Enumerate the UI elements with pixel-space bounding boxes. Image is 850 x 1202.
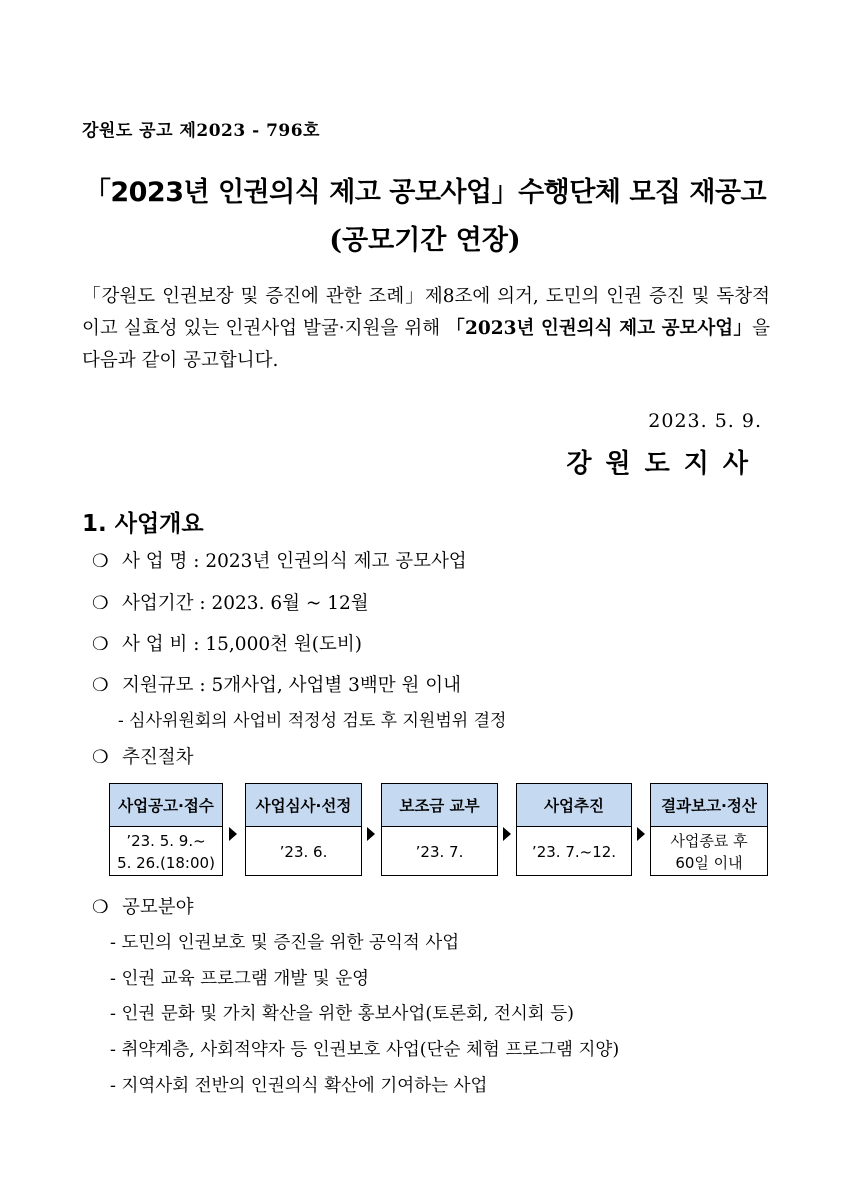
item-label: 지원규모 [122, 675, 194, 696]
process-label-text: 추진절차 [122, 747, 194, 768]
hollow-circle-bullet-icon: ❍ [92, 897, 109, 918]
process-step-title: 보조금 교부 [382, 784, 497, 827]
intro-paragraph [82, 281, 770, 377]
process-step-title: 사업추진 [517, 784, 631, 827]
item-label: 사 업 명 [122, 551, 188, 572]
overview-item: ❍ 지원규모 : 5개사업, 사업별 3백만 원 이내 [92, 675, 462, 696]
intro-text-2: 을 다음과 같이 공고합니다. [82, 318, 770, 371]
process-step-title: 사업심사·선정 [246, 784, 361, 827]
field-item: - 지역사회 전반의 인권의식 확산에 기여하는 사업 [110, 1076, 488, 1096]
process-step [109, 783, 223, 876]
intro-project-name: 「2023년 인권의식 제고 공모사업」 [446, 318, 753, 339]
right-arrow-icon [229, 827, 237, 841]
process-step-period: 사업종료 후 60일 이내 [670, 832, 748, 872]
overview-item: ❍ 사 업 비 : 15,000천 원(도비) [92, 634, 362, 655]
right-arrow-icon [503, 827, 511, 841]
item-value: 2023년 인권의식 제고 공모사업 [205, 551, 467, 572]
hollow-circle-bullet-icon: ❍ [92, 551, 109, 572]
page-subtitle: (공모기간 연장) [329, 225, 521, 256]
process-step-period: ’23. 7. [415, 843, 464, 861]
process-step [381, 783, 498, 876]
hollow-circle-bullet-icon: ❍ [92, 593, 109, 614]
intro-text-1: 「강원도 인권보장 및 증진에 관한 조례」제8조에 의거, 도민의 인권 증진 및 독창적이고 실효성 있는 인권사업 발굴·지원을 위해 [82, 286, 770, 339]
overview-item: ❍ 사업기간 : 2023. 6월 ~ 12월 [92, 593, 369, 614]
fields-label-text: 공모분야 [122, 897, 194, 918]
hollow-circle-bullet-icon: ❍ [92, 634, 109, 655]
hollow-circle-bullet-icon: ❍ [92, 747, 109, 768]
process-step [516, 783, 632, 876]
issuer-name: 강원도지사 [566, 449, 762, 479]
item-value: 5개사업, 사업별 3백만 원 이내 [211, 675, 462, 696]
process-step-title: 결과보고·정산 [651, 784, 767, 827]
support-note: - 심사위원회의 사업비 적정성 검토 후 지원범위 결정 [118, 711, 507, 731]
field-item: - 취약계층, 사회적약자 등 인권보호 사업(단순 체험 프로그램 지양) [110, 1040, 620, 1060]
notice-number: 강원도 공고 제2023 - 796호 [82, 121, 320, 141]
overview-item: ❍ 사 업 명 : 2023년 인권의식 제고 공모사업 [92, 551, 467, 572]
item-label: 사 업 비 [122, 634, 188, 655]
field-item: - 인권 문화 및 가치 확산을 위한 홍보사업(토론회, 전시회 등) [110, 1004, 575, 1024]
notice-date: 2023. 5. 9. [648, 410, 762, 432]
page-title: 「2023년 인권의식 제고 공모사업」수행단체 모집 재공고 [83, 177, 767, 208]
process-step-period: ’23. 7.~12. [531, 843, 617, 861]
right-arrow-icon [367, 827, 375, 841]
process-step [245, 783, 362, 876]
process-step-period: ’23. 5. 9.~ 5. 26.(18:00) [117, 832, 215, 872]
process-flow [0, 783, 850, 878]
item-label: 사업기간 [122, 593, 194, 614]
process-step-title: 사업공고·접수 [110, 784, 222, 827]
process-step [650, 783, 768, 876]
process-label [92, 743, 193, 769]
hollow-circle-bullet-icon: ❍ [92, 675, 109, 696]
field-item: - 도민의 인권보호 및 증진을 위한 공익적 사업 [110, 933, 460, 953]
right-arrow-icon [637, 827, 645, 841]
item-value: 2023. 6월 ~ 12월 [211, 593, 369, 614]
item-value: 15,000천 원(도비) [205, 634, 362, 655]
field-item: - 인권 교육 프로그램 개발 및 운영 [110, 969, 370, 989]
process-step-period: ’23. 6. [279, 843, 328, 861]
section-heading: 1. 사업개요 [82, 511, 204, 537]
fields-label [92, 893, 193, 919]
